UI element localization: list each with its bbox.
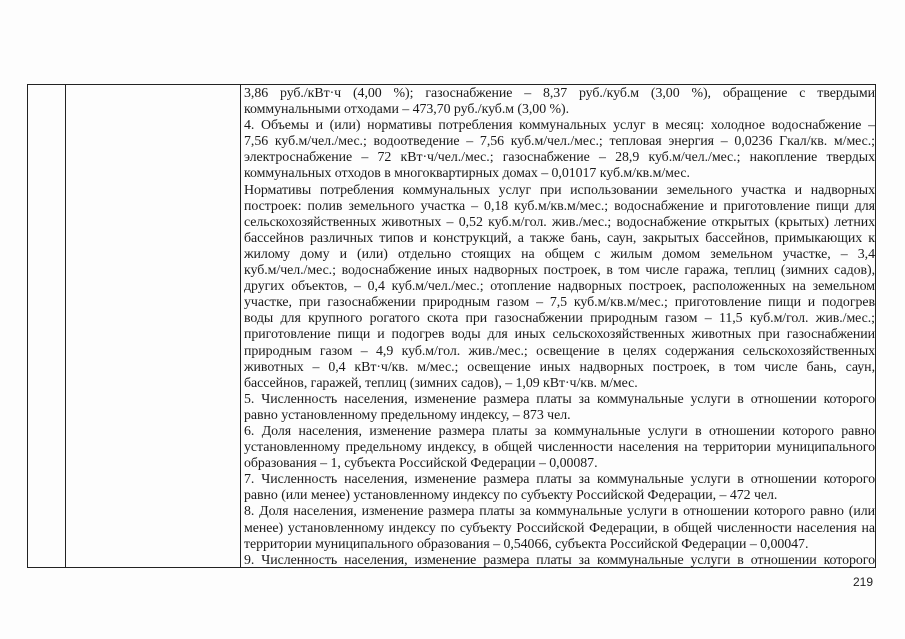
text-line: воды для крупного рогатого скота при газоснабжении природным газом – 11,5 куб.м/гол. жив./мес.;: [244, 311, 875, 327]
text-line: образования – 1, субъекта Российской Федерации – 0,00087.: [244, 456, 598, 472]
text-line: бассейнов различных типов и конструкций, а также бань, саун, закрытых бассейнов, примыкающих к: [244, 230, 875, 246]
text-line: электроснабжение – 72 кВт·ч/чел./мес.; газоснабжение – 28,9 куб.м/чел./мес.; накопление твердых: [244, 150, 875, 166]
text-line: бассейнов, гаражей, теплиц (зимних садов), – 1,09 кВт·ч/кв. м/мес.: [244, 375, 638, 391]
text-line: построек: полив земельного участка – 0,18 куб.м/кв.м/мес.; водоснабжение и приготовление пищи для: [244, 198, 875, 214]
text-line: 4. Объемы и (или) нормативы потребления коммунальных услуг в месяц: холодное водоснабжение –: [244, 118, 875, 134]
text-line: участке, при газоснабжении природным газом – 7,5 куб.м/кв.м/мес.; приготовление пищи и подогрев: [244, 295, 875, 311]
text-line: 5. Численность населения, изменение размера платы за коммунальные услуги в отношении которого: [244, 391, 875, 407]
text-line: территории муниципального образования – 0,54066, субъекта Российской Федерации – 0,00047.: [244, 536, 809, 552]
text-line: других объектов, – 0,4 куб.м/чел./мес.; отопление надворных построек, расположенных на земельном: [244, 279, 875, 295]
text-line: Нормативы потребления коммунальных услуг при использовании земельного участка и надворных: [244, 182, 875, 198]
table-column-name: [66, 85, 241, 567]
table-column-text: [241, 85, 877, 567]
text-line: менее) установленному индексу по субъекту Российской Федерации, в общей численности населения на: [244, 520, 875, 536]
content-table: [27, 84, 876, 568]
text-line: равно (или менее) установленному индексу по субъекту Российской Федерации, – 472 чел.: [244, 488, 778, 504]
text-line: природным газом – 4,9 куб.м/гол. жив./мес.; освещение в целях содержания сельскохозяйственных: [244, 343, 875, 359]
text-line: 8. Доля населения, изменение размера платы за коммунальные услуги в отношении которого равно (или: [244, 504, 875, 520]
text-line: сельскохозяйственных животных – 0,52 куб.м/гол. жив./мес.; водоснабжение открытых (крытых) летних: [244, 214, 875, 230]
text-line: коммунальных отходов в многоквартирных домах – 0,01017 куб.м/кв.м/мес.: [244, 166, 690, 182]
text-line: приготовление пищи и подогрев воды для иных сельскохозяйственных животных при газоснабжении: [244, 327, 875, 343]
table-column-number: [28, 85, 66, 567]
text-line: животных – 0,4 кВт·ч/кв. м/мес.; освещение иных надворных построек, в том числе бань, саун,: [244, 359, 875, 375]
text-line: установленному предельному индексу, в общей численности населения на территории муниципального: [244, 440, 875, 456]
page-number: 219: [852, 575, 873, 589]
text-line: куб.м/чел./мес.; водоснабжение иных надворных построек, в том числе гаража, теплиц (зимних садов),: [244, 263, 875, 279]
text-line: равно установленному предельному индексу, – 873 чел.: [244, 407, 571, 423]
text-line: коммунальными отходами – 473,70 руб./куб.м (3,00 %).: [244, 102, 570, 118]
text-line: 9. Численность населения, изменение размера платы за коммунальные услуги в отношении которого: [244, 552, 875, 567]
text-line: 7. Численность населения, изменение размера платы за коммунальные услуги в отношении которого: [244, 472, 875, 488]
text-line: 6. Доля населения, изменение размера платы за коммунальные услуги в отношении которого равно: [244, 423, 875, 439]
text-line: 7,56 куб.м/чел./мес.; водоотведение – 7,56 куб.м/чел./мес.; тепловая энергия – 0,0236 Гкал/кв. м/мес.;: [244, 134, 875, 150]
text-line: 3,86 руб./кВт·ч (4,00 %); газоснабжение – 8,37 руб./куб.м (3,00 %), обращение с твердыми: [244, 86, 875, 101]
text-line: жилому дому и (или) отдельно стоящих на общем с жилым домом земельном участке, – 3,4: [244, 246, 875, 262]
